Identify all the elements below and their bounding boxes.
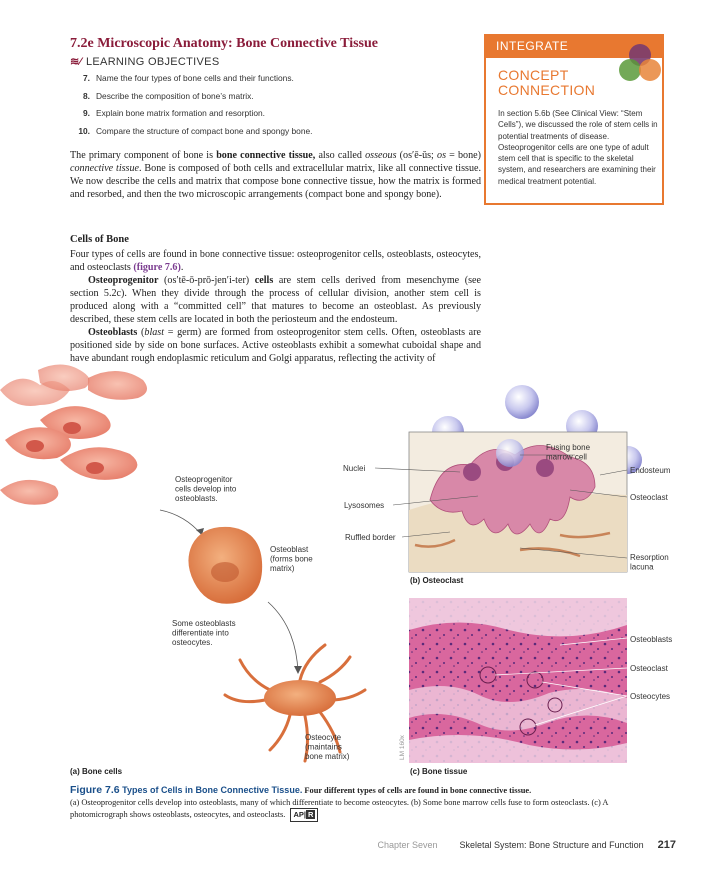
resorption-lacuna-label: Resorption lacuna: [630, 553, 669, 572]
osteoblast-illustration: [188, 527, 262, 604]
objective-text: Describe the composition of bone’s matrix.: [96, 90, 254, 101]
cells-paragraph-3: Osteoblasts (blast = germ) are formed from osteoprogenitor stem cells. Often, osteoblasts are positioned side by side on bone surfaces. Active osteoblasts exhibit a somewhat cuboidal shape and have abundant rough endoplasmic reticulum and Golgi apparatus, reflecting the activity of: [70, 327, 481, 364]
objective-item: [78, 126, 458, 144]
footer-title: Skeletal System: Bone Structure and Function: [459, 840, 644, 850]
caption-intro: Four different types of cells are found in bone connective tissue.: [302, 786, 532, 795]
osteocytes-label-c: Osteocytes: [630, 692, 671, 701]
objective-text: Compare the structure of compact bone and spongy bone.: [96, 125, 313, 136]
objective-text: Name the four types of bone cells and their functions.: [96, 73, 294, 83]
osteoblasts-label-c: Osteoblasts: [630, 635, 673, 644]
panel-b-label: (b) Osteoclast: [410, 576, 464, 585]
magnification-label: LM 160x: [399, 735, 406, 760]
integrate-concept-box: [484, 34, 664, 205]
section-title: 7.2e Microscopic Anatomy: Bone Connective Tissue: [70, 36, 378, 51]
concept-connection-title: CONCEPT CONNECTION: [498, 67, 596, 98]
osteocyte-label: Osteocyte (maintains bone matrix): [305, 733, 350, 761]
osteoclast-label-b: Osteoclast: [630, 493, 668, 502]
learning-objectives-label: LEARNING OBJECTIVES: [86, 56, 220, 68]
objective-number: 8.: [83, 90, 90, 101]
cells-of-bone-heading: Cells of Bone: [70, 234, 129, 245]
lysosomes-label: Lysosomes: [344, 501, 385, 510]
fusing-bone-marrow-label: Fusing bone marrow cell: [546, 443, 591, 462]
learning-objectives-heading: [70, 55, 219, 68]
endosteum-label: Endosteum: [630, 466, 671, 475]
objective-number: 9.: [83, 108, 90, 118]
learning-objectives-list: [78, 73, 458, 143]
nuclei-label: Nuclei: [343, 464, 366, 473]
ruffled-border-label: Ruffled border: [345, 533, 396, 542]
arrow-to-osteoblast: [160, 510, 202, 535]
figure-reference-link[interactable]: (figure 7.6): [133, 261, 181, 273]
intro-paragraph: The primary component of bone is bone connective tissue, also called osseous (os′ē-ŭs; os = bone) connective tissue. Bone is composed of both cells and extracellular matrix, like all connective tissue. We now describe the cells and matrix that compose bone connective tissue, how the matrix is formed and resorbed, and then the two microscopic arrangements (compact bone and spongy bone).: [70, 150, 481, 200]
footer-chapter: Chapter Seven: [377, 840, 438, 850]
arrow-to-osteocyte: [268, 602, 298, 672]
integrate-bar: INTEGRATE: [486, 36, 662, 58]
cells-paragraph-2: Osteoprogenitor (os′tē-ō-prō-jen′i-ter) cells are stem cells derived from mesenchyme (see section 5.2c). When they divide through the process of cellular division, another stem cell is produced along with a “committed cell” that matures to become an osteoblast. As previously described, these stem cells are located in both the periosteum and the endosteum.: [70, 275, 481, 325]
objective-number: 7.: [83, 73, 90, 83]
osteoclast-label-c: Osteoclast: [630, 664, 668, 673]
caption-title: Types of Cells in Bone Connective Tissue.: [119, 785, 303, 795]
cells-paragraph-1: Four types of cells are found in bone connective tissue: osteoprogenitor cells, osteoblasts, osteocytes, and osteoclasts (figure 7.6).: [70, 249, 481, 273]
osteoprogenitor-cells-illustration: [0, 364, 147, 504]
page-number: 217: [657, 839, 676, 851]
objective-number: 10.: [78, 125, 90, 136]
caption-figure-number: Figure 7.6: [70, 784, 120, 796]
panel-a-label: (a) Bone cells: [70, 767, 123, 776]
some-osteoblasts-label: Some osteoblasts differentiate into osteocytes.: [172, 619, 236, 647]
figure-caption: [70, 785, 630, 822]
panel-c-label: (c) Bone tissue: [410, 767, 468, 776]
objective-item: [78, 108, 458, 126]
objective-text: Explain bone matrix formation and resorption.: [96, 108, 265, 118]
apr-badge[interactable]: AP| R: [290, 808, 318, 822]
objectives-icon: ≋⁄: [70, 56, 82, 68]
objective-item: [78, 91, 458, 109]
osteocyte-body: [264, 680, 336, 716]
page-footer: [377, 839, 676, 851]
objective-item: [78, 73, 458, 91]
figure-7-6: [0, 360, 708, 785]
osteoblast-label: Osteoblast (forms bone matrix): [270, 545, 313, 573]
caption-body: (a) Osteoprogenitor cells develop into osteoblasts, many of which differentiate to become osteocytes. (b) Some bone marrow cells fuse to form osteoclasts. (c) A photomicrograph shows osteoblasts, osteocytes, and osteoclasts.: [70, 797, 609, 820]
osteoprogenitor-label: Osteoprogenitor cells develop into osteoblasts.: [175, 475, 237, 503]
concept-connection-text: In section 5.6b (See Clinical View: “Stem Cells”), we discussed the role of stem cells in potential treatments of disease. Osteoprogenitor cells are one type of adult stem cell that is specific to the skeletal system, and researchers are examining their medical treatment potential.: [498, 109, 658, 186]
